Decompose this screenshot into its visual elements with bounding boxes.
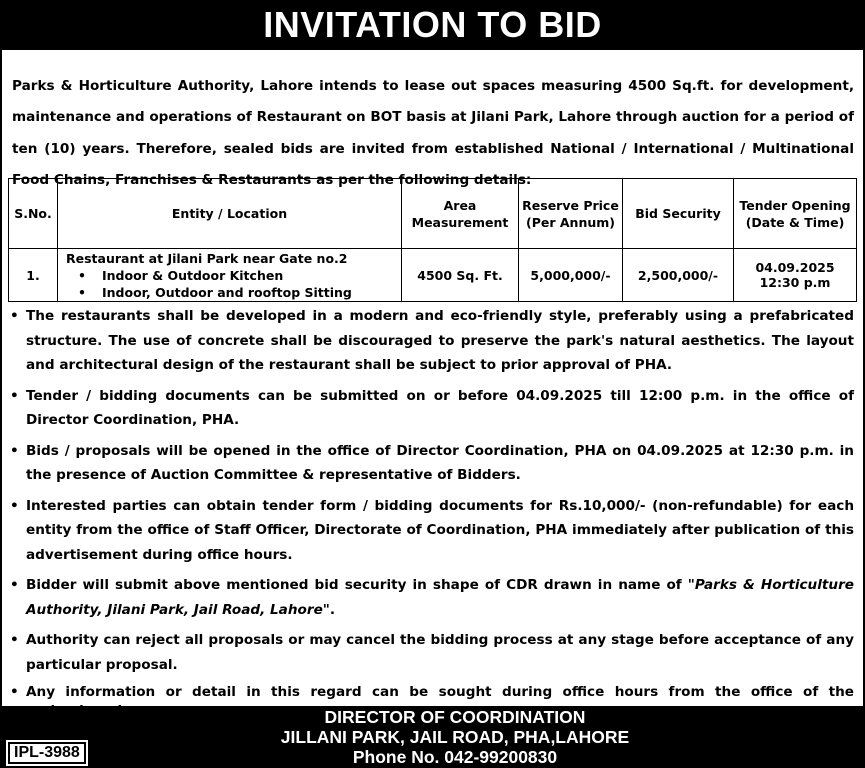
bullet-icon: • bbox=[10, 387, 19, 404]
bullet-icon: • bbox=[10, 684, 19, 700]
cell-entity bbox=[58, 249, 402, 302]
footer-office: DIRECTOR OF COORDINATION bbox=[324, 707, 586, 727]
bullet-icon: • bbox=[10, 308, 19, 324]
list-item: • Bids / proposals will be opened in the office of Director Coordination, PHA on 04.09.2025 at 12:30 p.m. in the presence of Auction Committee & representative of Bidders. bbox=[10, 439, 854, 488]
bullet-icon: • bbox=[78, 267, 86, 283]
intro-paragraph: Parks & Horticulture Authority, Lahore intends to lease out spaces measuring 4500 Sq.ft. for development, maintenance and operations of Restaurant on BOT basis at Jilani Park, Lahore through auction for a period of ten (10) years. Therefore, sealed bids are invited from established National / International / Multinational Food Chains, Franchises & Restaurants as per the following details: bbox=[12, 77, 854, 189]
footer-banner bbox=[0, 706, 865, 768]
cell-area: 4500 Sq. Ft. bbox=[402, 249, 519, 302]
bullet-icon: • bbox=[78, 284, 86, 300]
bid-details-table bbox=[8, 178, 857, 302]
list-item: • Tender / bidding documents can be submitted on or before 04.09.2025 till 12:00 p.m. in the office of Director Coordination, PHA. bbox=[10, 384, 854, 433]
col-header-area: Area Measurement bbox=[402, 179, 519, 249]
bullet-icon: • bbox=[10, 497, 19, 514]
page-title: INVITATION TO BID bbox=[263, 4, 602, 45]
title-banner bbox=[0, 0, 865, 50]
opening-time: 12:30 p.m bbox=[759, 275, 831, 290]
entity-feature-item: • Indoor & Outdoor Kitchen bbox=[78, 267, 284, 283]
cell-opening bbox=[734, 249, 857, 302]
footer-phone: Phone No. 042-99200830 bbox=[352, 747, 558, 767]
col-header-security: Bid Security bbox=[623, 179, 734, 249]
payee-name: "Parks & Horticulture Authority, Jilani Park, Jail Road, Lahore" bbox=[26, 577, 854, 618]
entity-feature-item: • Indoor, Outdoor and rooftop Sitting bbox=[78, 284, 352, 300]
cell-reserve: 5,000,000/- bbox=[519, 249, 623, 302]
list-item: • The restaurants shall be developed in a modern and eco-friendly style, preferably using a prefabricated structure. The use of concrete shall be discouraged to preserve the park's natural aesthetics. The layout and architectural design of the restaurant shall be subject to prior approval of PHA. bbox=[10, 304, 854, 378]
col-header-opening: Tender Opening (Date & Time) bbox=[734, 179, 857, 249]
list-item: • Bidder will submit above mentioned bid security in shape of CDR drawn in name of "Parks & Horticulture Authority, Jilani Park, Jail Road, Lahore". bbox=[10, 573, 854, 622]
list-item: • Authority can reject all proposals or may cancel the bidding process at any stage before acceptance of any particular proposal. bbox=[10, 628, 854, 677]
list-item: • Interested parties can obtain tender form / bidding documents for Rs.10,000/- (non-refundable) for each entity from the office of Staff Officer, Directorate of Coordination, PHA immediately after publication of this advertisement during office hours. bbox=[10, 494, 854, 568]
bullet-icon: • bbox=[10, 632, 19, 648]
ipl-code-badge: IPL-3988 bbox=[6, 740, 88, 766]
entity-title: Restaurant at Jilani Park near Gate no.2 bbox=[66, 250, 348, 266]
opening-date: 04.09.2025 bbox=[755, 260, 835, 275]
table-row bbox=[9, 249, 857, 302]
col-header-entity: Entity / Location bbox=[58, 179, 402, 249]
list-item: • Any information or detail in this regard can be sought during office hours from the office of the bbox=[10, 684, 854, 700]
col-header-sno: S.No. bbox=[9, 179, 58, 249]
entity-features bbox=[66, 267, 399, 301]
cell-security: 2,500,000/- bbox=[623, 249, 734, 302]
bullet-icon: • bbox=[10, 442, 19, 459]
bullet-icon: • bbox=[10, 577, 19, 593]
terms-list bbox=[10, 304, 854, 721]
contact-block bbox=[200, 707, 710, 767]
col-header-reserve: Reserve Price (Per Annum) bbox=[519, 179, 623, 249]
table-header-row bbox=[9, 179, 857, 249]
cell-sno: 1. bbox=[9, 249, 58, 302]
footer-address: JILLANI PARK, JAIL ROAD, PHA,LAHORE bbox=[280, 727, 630, 747]
